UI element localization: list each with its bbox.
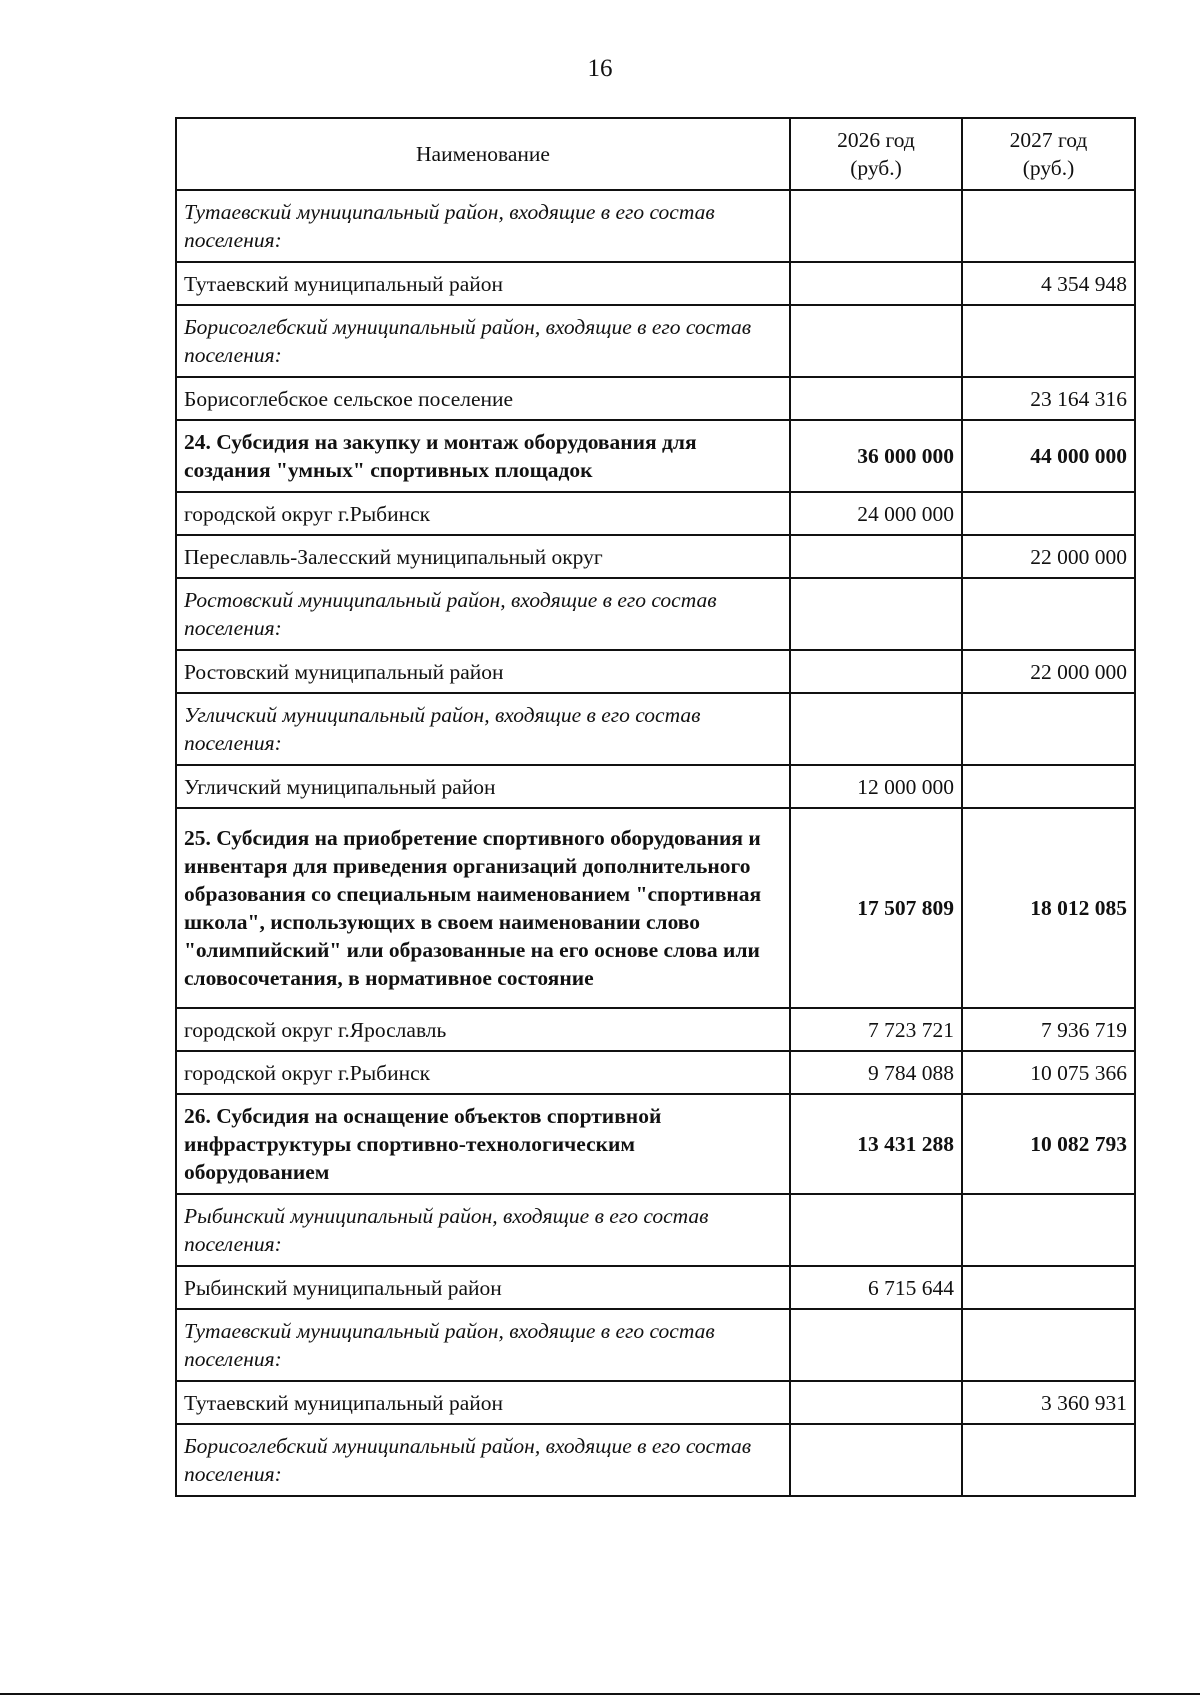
table-row [176,262,1135,305]
row-value-2026 [790,190,962,262]
header-name: Наименование [176,118,790,190]
row-value-2026 [790,693,962,765]
table-header-row [176,118,1135,190]
table-row [176,1381,1135,1424]
row-value-2027: 23 164 316 [962,377,1135,420]
row-value-2027 [962,305,1135,377]
row-name: городской округ г.Ярославль [176,1008,790,1051]
row-name: Рыбинский муниципальный район, входящие в его состав поселения: [176,1194,790,1266]
row-name: Тутаевский муниципальный район, входящие в его состав поселения: [176,190,790,262]
row-value-2026: 12 000 000 [790,765,962,808]
row-value-2027: 3 360 931 [962,1381,1135,1424]
row-value-2026 [790,1424,962,1496]
table-row [176,1309,1135,1381]
row-name: 26. Субсидия на оснащение объектов спортивной инфраструктуры спортивно-технологическим оборудованием [176,1094,790,1194]
table-row [176,1194,1135,1266]
table-row [176,305,1135,377]
row-name: Рыбинский муниципальный район [176,1266,790,1309]
header-2027-year: 2027 год [1009,128,1088,152]
table-row [176,377,1135,420]
row-value-2027: 4 354 948 [962,262,1135,305]
header-2027-unit: (руб.) [1022,156,1075,180]
header-2026 [790,118,962,190]
row-value-2027 [962,1309,1135,1381]
subsidy-table [175,117,1136,1497]
table-row [176,190,1135,262]
row-value-2026 [790,650,962,693]
row-value-2027: 10 082 793 [962,1094,1135,1194]
row-value-2027 [962,1424,1135,1496]
row-name: Ростовский муниципальный район [176,650,790,693]
row-value-2027: 10 075 366 [962,1051,1135,1094]
row-value-2027: 18 012 085 [962,808,1135,1008]
row-value-2026 [790,377,962,420]
row-value-2027: 44 000 000 [962,420,1135,492]
row-value-2026 [790,1381,962,1424]
table-row [176,535,1135,578]
row-name: Борисоглебский муниципальный район, входящие в его состав поселения: [176,1424,790,1496]
row-name: Угличский муниципальный район, входящие в его состав поселения: [176,693,790,765]
row-value-2027: 7 936 719 [962,1008,1135,1051]
row-value-2026 [790,578,962,650]
table-row [176,1008,1135,1051]
row-value-2027: 22 000 000 [962,650,1135,693]
row-value-2026: 24 000 000 [790,492,962,535]
row-name: городской округ г.Рыбинск [176,1051,790,1094]
row-name: Тутаевский муниципальный район [176,262,790,305]
row-name: Ростовский муниципальный район, входящие в его состав поселения: [176,578,790,650]
subsidy-row [176,420,1135,492]
subsidy-row [176,1094,1135,1194]
row-name: городской округ г.Рыбинск [176,492,790,535]
row-value-2026 [790,535,962,578]
row-value-2026 [790,1194,962,1266]
table-row [176,693,1135,765]
row-name: Угличский муниципальный район [176,765,790,808]
row-value-2026: 7 723 721 [790,1008,962,1051]
row-value-2026: 6 715 644 [790,1266,962,1309]
row-name: 24. Субсидия на закупку и монтаж оборудования для создания "умных" спортивных площадок [176,420,790,492]
row-value-2027 [962,1266,1135,1309]
table-row [176,578,1135,650]
row-value-2026 [790,262,962,305]
row-value-2026: 13 431 288 [790,1094,962,1194]
header-2026-unit: (руб.) [850,156,902,180]
row-value-2027 [962,693,1135,765]
header-2027 [962,118,1135,190]
subsidy-row [176,808,1135,1008]
table-row [176,650,1135,693]
bottom-rule [0,1693,1200,1695]
row-value-2026: 17 507 809 [790,808,962,1008]
row-name: Тутаевский муниципальный район [176,1381,790,1424]
row-value-2027 [962,492,1135,535]
row-value-2026 [790,305,962,377]
row-name: Тутаевский муниципальный район, входящие в его состав поселения: [176,1309,790,1381]
row-name: Борисоглебское сельское поселение [176,377,790,420]
table-row [176,492,1135,535]
row-name: 25. Субсидия на приобретение спортивного оборудования и инвентаря для приведения организаций дополнительного образования со специальным наименованием "спортивная школа", использующих в своем наименовании слово "олимпийский" или образованные на его основе слова или словосочетания, в нормативное состояние [176,808,790,1008]
row-value-2027 [962,578,1135,650]
row-value-2026 [790,1309,962,1381]
row-value-2027 [962,1194,1135,1266]
row-value-2027 [962,190,1135,262]
header-2026-year: 2026 год [837,128,915,152]
row-name: Борисоглебский муниципальный район, входящие в его состав поселения: [176,305,790,377]
row-value-2027 [962,765,1135,808]
table-row [176,1424,1135,1496]
row-value-2027: 22 000 000 [962,535,1135,578]
table-row [176,765,1135,808]
row-value-2026: 36 000 000 [790,420,962,492]
row-name: Переславль-Залесский муниципальный округ [176,535,790,578]
row-value-2026: 9 784 088 [790,1051,962,1094]
table-row [176,1266,1135,1309]
table-row [176,1051,1135,1094]
page-number: 16 [587,55,613,82]
